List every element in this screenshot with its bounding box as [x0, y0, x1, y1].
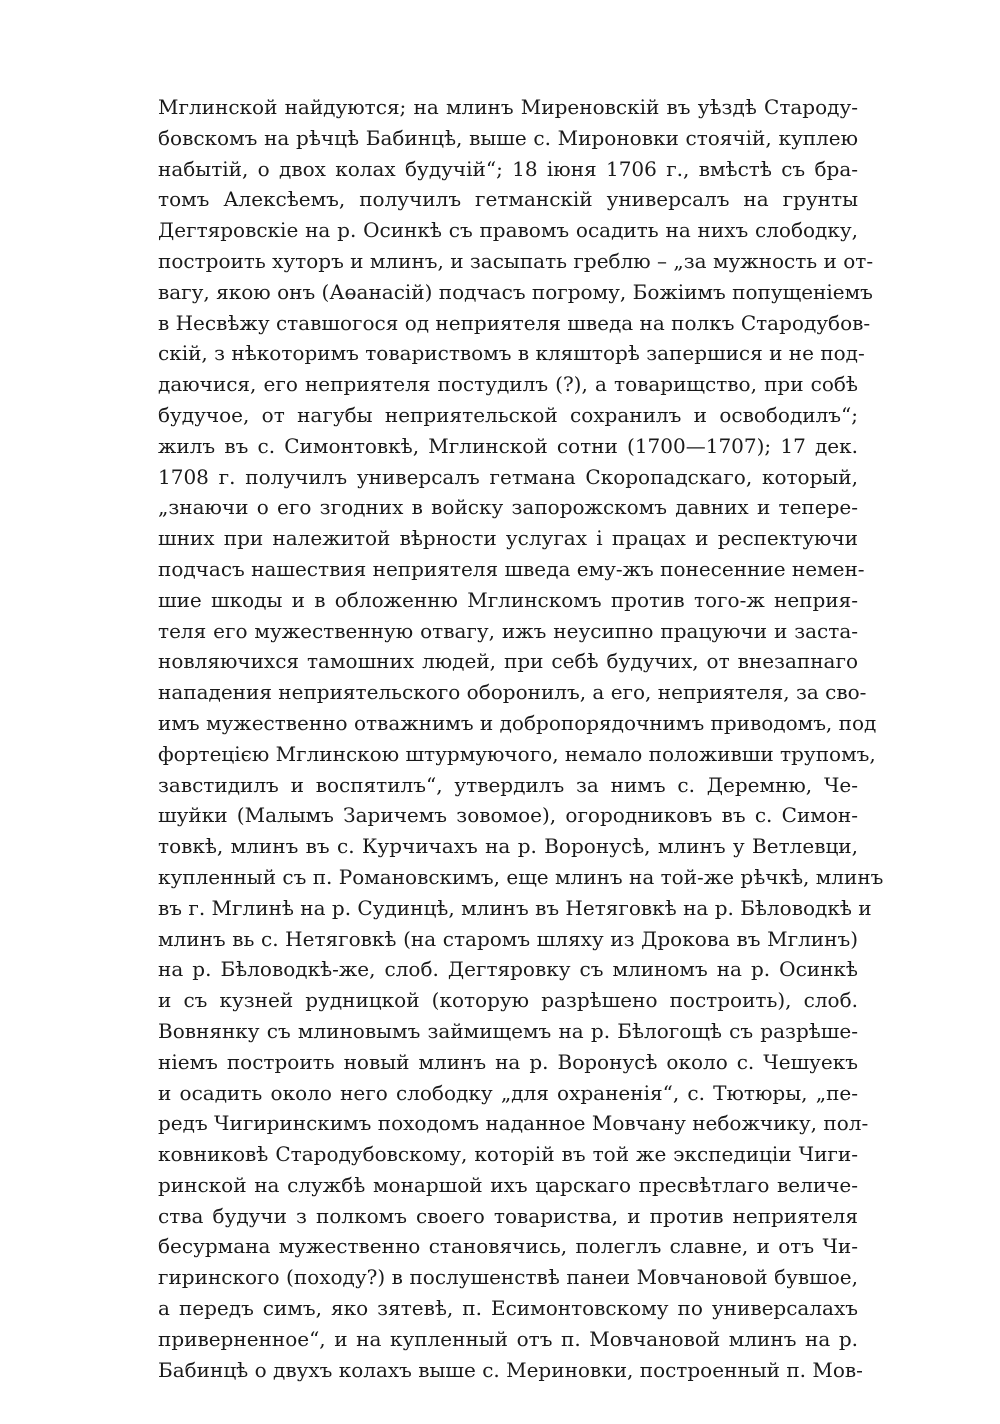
text-line: имъ мужественно отважнимъ и добропорядочнимъ приводомъ, под [158, 710, 877, 735]
text-line: Бабинцѣ о двухъ колахъ выше с. Мериновки, построенный п. Мов- [158, 1357, 863, 1382]
text-line: Дегтяровскіе на р. Осинкѣ съ правомъ осадить на нихъ слободку, [158, 218, 858, 243]
text-line: ства будучи з полкомъ своего товариства, и против неприятеля [158, 1203, 858, 1228]
text-line: шуйки (Малымъ Заричемъ зовомое), огородниковъ въ с. Симон- [158, 803, 858, 828]
text-line: шие шкоды и в обложенню Мглинскомъ против того-ж неприя- [158, 587, 858, 612]
text-line: будучое, от нагубы неприятельской сохранилъ и освободилъ“; [158, 402, 858, 427]
text-line: млинъ вь с. Нетяговкѣ (на старомъ шляху из Дрокова въ Мглинъ) [158, 926, 858, 951]
text-line: ніемъ построить новый млинъ на р. Воронусѣ около с. Чешуекъ [158, 1049, 858, 1074]
text-line: „знаючи о его згодних в войску запорожскомъ давних и тепере- [158, 495, 858, 520]
text-line: жилъ въ с. Симонтовкѣ, Мглинской сотни (1700—1707); 17 дек. [158, 433, 858, 458]
text-line: и съ кузней рудницкой (которую разрѣшено построить), слоб. [158, 988, 858, 1013]
text-line: шних при належитой вѣрности услугах і працах и респектуючи [158, 526, 858, 551]
text-line: ринской на службѣ монаршой ихъ царскаго пресвѣтлаго величе- [158, 1172, 858, 1197]
text-line: бовскомъ на рѣчцѣ Бабинцѣ, выше с. Мироновки стоячій, куплею [158, 125, 858, 150]
text-line: построить хуторъ и млинъ, и засыпать греблю – „за мужность и от- [158, 248, 874, 273]
text-line: подчасъ нашествия неприятеля шведа ему-жъ понесенние немен- [158, 556, 865, 581]
text-line: фортецією Мглинскою штурмуючого, немало положивши трупомъ, [158, 741, 876, 766]
text-line: 1708 г. получилъ универсалъ гетмана Скоропадскаго, который, [158, 464, 858, 489]
text-line: на р. Бѣловодкѣ-же, слоб. Дегтяровку съ млиномъ на р. Осинкѣ [158, 957, 858, 982]
text-line: въ г. Мглинѣ на р. Судинцѣ, млинъ въ Нетяговкѣ на р. Бѣловодкѣ и [158, 895, 872, 920]
text-line: завстидилъ и воспятилъ“, утвердилъ за нимъ с. Деремню, Че- [158, 772, 858, 797]
text-line: новляючихся тамошних людей, при себѣ будучих, от внезапнаго [158, 649, 858, 674]
body-text [158, 92, 884, 1385]
text-line: Вовнянку съ млиновымъ займищемъ на р. Бѣлогощѣ съ разрѣше- [158, 1018, 858, 1043]
text-line: скій, з нѣкоторимъ товариствомъ в кляшторѣ запершися и не под- [158, 341, 865, 366]
text-line: теля его мужественную отвагу, ижъ неусипно працуючи и заста- [158, 618, 858, 643]
text-line: ковниковѣ Стародубовскому, которій въ той же экспедиціи Чиги- [158, 1142, 858, 1167]
text-line: редъ Чигиринскимъ походомъ наданное Мовчану небожчику, пол- [158, 1111, 869, 1136]
text-line: нападения неприятельского оборонилъ, а его, неприятеля, за сво- [158, 680, 867, 705]
text-line: а передъ симъ, яко зятевѣ, п. Есимонтовскому по универсалахъ [158, 1296, 858, 1321]
text-line: вагу, якою онъ (Аөанасій) подчасъ погрому, Божіимъ попущеніемъ [158, 279, 873, 304]
text-line: Мглинской найдуются; на млинъ Миреновскій въ уѣздѣ Староду- [158, 95, 858, 119]
text-line: бесурмана мужественно становячись, полеглъ славне, и отъ Чи- [158, 1234, 858, 1259]
text-line: даючися, его неприятеля постудилъ (?), а товарищство, при собѣ [158, 372, 858, 397]
text-line: томъ Алексѣемъ, получилъ гетманскій универсалъ на грунты [158, 187, 858, 212]
text-line: набытій, о двох колах будучій“; 18 іюня 1706 г., вмѣстѣ съ бра- [158, 156, 858, 181]
text-line: приверненное“, и на купленный отъ п. Мовчановой млинъ на р. [158, 1326, 858, 1351]
text-line: купленный съ п. Романовскимъ, еще млинъ на той-же рѣчкѣ, млинъ [158, 864, 884, 889]
text-line: товкѣ, млинъ въ с. Курчичахъ на р. Воронусѣ, млинъ у Ветлевци, [158, 834, 858, 859]
text-line: и осадить около него слободку „для охраненія“, с. Тютюры, „пе- [158, 1080, 858, 1105]
text-line: в Несвѣжу ставшогося од неприятеля шведа на полкъ Стародубов- [158, 310, 871, 335]
text-line: гиринского (походу?) в послушенствѣ панеи Мовчановой бувшое, [158, 1265, 858, 1290]
